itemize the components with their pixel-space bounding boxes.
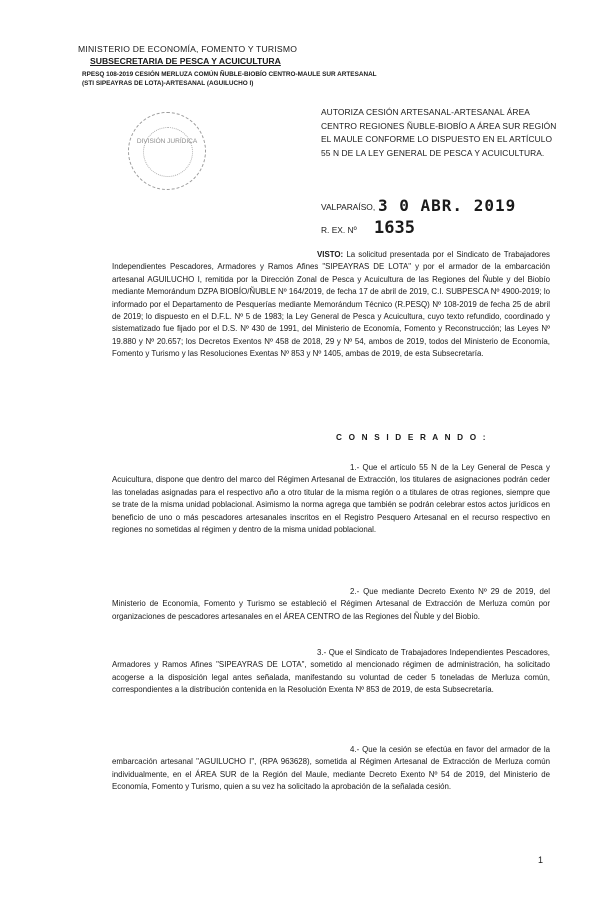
item-text: Que el Sindicato de Trabajadores Independientes Pescadores, Armadores y Ramos Afines "SIPEAYRAS DE LOTA", sometido al mencionado régimen de administración, ha solicitado acogerse a la disposición legal antes señalada, manifestando su voluntad de ceder 5 toneladas de Merluza común, correspondientes a la distribución contenida en la Resolución Exenta Nº 853 de 2019, de esta Subsecretaría. — [112, 648, 550, 695]
reference-line: RPESQ 108-2019 CESIÓN MERLUZA COMÚN ÑUBLE-BIOBÍO CENTRO-MAULE SUR ARTESANAL (STI SIPEAYRAS DE LOTA)-ARTESANAL (AGUILUCHO I) — [82, 71, 377, 87]
resolution-number: 1635 — [374, 218, 415, 238]
item-number: 3.- — [317, 648, 327, 657]
visto-text: La solicitud presentada por el Sindicato de Trabajadores Independientes Pescadores, Armadores y Ramos Afines "SIPEAYRAS DE LOTA" y por el armador de la embarcación artesanal AGUILUCHO I, remitida por la Dirección Zonal de Pesca y Acuicultura de las Regiones del Ñuble y del Biobío mediante Memorándum DZPA BIOBÍO/ÑUBLE Nº 164/2019, de fecha 17 de abril de 2019, C.I. SUBPESCA Nº 4900-2019; lo informado por el Departamento de Pesquerías mediante Memorándum Técnico (R.PESQ) Nº 108-2019 de fecha 25 de abril de 2019; lo dispuesto en el D.F.L. Nº 5 de 1983; la Ley General de Pesca y Acuicultura, cuyo texto refundido, coordinado y sistematizado fue fijado por el D.S. Nº 430 de 1991, del Ministerio de Economía, Fomento y Reconstrucción; las Leyes Nº 19.880 y Nº 20.657; los Decretos Exentos Nº 458 de 2018, 29 y Nº 54, ambos de 2019, todos del Ministerio de Economía, Fomento y Turismo y las Resoluciones Exentas Nº 853 y Nº 1405, ambas de 2019, de esta Subsecretaría. — [112, 250, 550, 359]
considerando-item-2 — [112, 586, 550, 623]
considerando-item-1 — [112, 462, 550, 536]
resolution-subject: AUTORIZA CESIÓN ARTESANAL-ARTESANAL ÁREA CENTRO REGIONES ÑUBLE-BIOBÍO A ÁREA SUR REGIÓN EL MAULE CONFORME LO DISPUESTO EN EL ARTÍCULO 55 N DE LA LEY GENERAL DE PESCA Y ACUICULTURA. — [321, 107, 557, 158]
ministry-name: MINISTERIO DE ECONOMÍA, FOMENTO Y TURISMO — [78, 44, 298, 54]
considerando-heading: C O N S I D E R A N D O : — [336, 433, 488, 442]
considerando-item-3 — [112, 647, 550, 697]
stamp-text: DIVISIÓN JURÍDICA — [136, 138, 198, 145]
date-value: 3 0 ABR. 2019 — [378, 196, 517, 215]
stamp-inner-ring — [143, 127, 193, 177]
page-number: 1 — [538, 855, 544, 865]
letterhead — [78, 44, 378, 88]
item-text: Que el artículo 55 N de la Ley General de Pesca y Acuicultura, dispone que dentro del marco del Régimen Artesanal de Extracción, los titulares de asignaciones podrán ceder las toneladas asignadas para el respectivo año a otro titular de la misma región o a titulares de otras regiones, siempre que se trate de la misma unidad poblacional. Asimismo la norma agrega que también se podrán celebrar estos actos jurídicos en beneficio de uno o más pescadores artesanales inscritos en el Registro Pesquero Artesanal en el recurso respectivo en regiones no sometidas al régimen y dentro de la misma unidad poblacional. — [112, 463, 550, 535]
date-label: VALPARAÍSO, — [321, 202, 376, 212]
considerando-item-4 — [112, 744, 550, 794]
visto-label: VISTO: — [317, 250, 344, 259]
item-text: Que mediante Decreto Exento Nº 29 de 2019, del Ministerio de Economía, Fomento y Turismo se estableció el Régimen Artesanal de Extracción de Merluza común por organizaciones de pescadores artesanales en el ÁREA CENTRO de las Regiones del Ñuble y del Biobío. — [112, 587, 550, 621]
item-number: 2.- — [350, 587, 360, 596]
official-stamp — [128, 112, 206, 190]
item-number: 1.- — [350, 463, 360, 472]
subsecretaria-name: SUBSECRETARIA DE PESCA Y ACUICULTURA — [90, 56, 281, 66]
item-number: 4.- — [350, 745, 360, 754]
item-text: Que la cesión se efectúa en favor del armador de la embarcación artesanal "AGUILUCHO I", (RPA 963628), sometida al Régimen Artesanal de Extracción de Merluza común individualmente, en el ÁREA SUR de la Región del Maule, mediante Decreto Exento Nº 54 de 2019, del Ministerio de Economía, Fomento y Turismo, quien a su vez ha solicitado la aprobación de la señalada cesión. — [112, 745, 550, 792]
resolution-number-label: R. EX. Nº — [321, 225, 357, 235]
visto-paragraph — [112, 249, 550, 361]
resolution-number-line — [321, 218, 521, 238]
date-line — [321, 196, 561, 216]
